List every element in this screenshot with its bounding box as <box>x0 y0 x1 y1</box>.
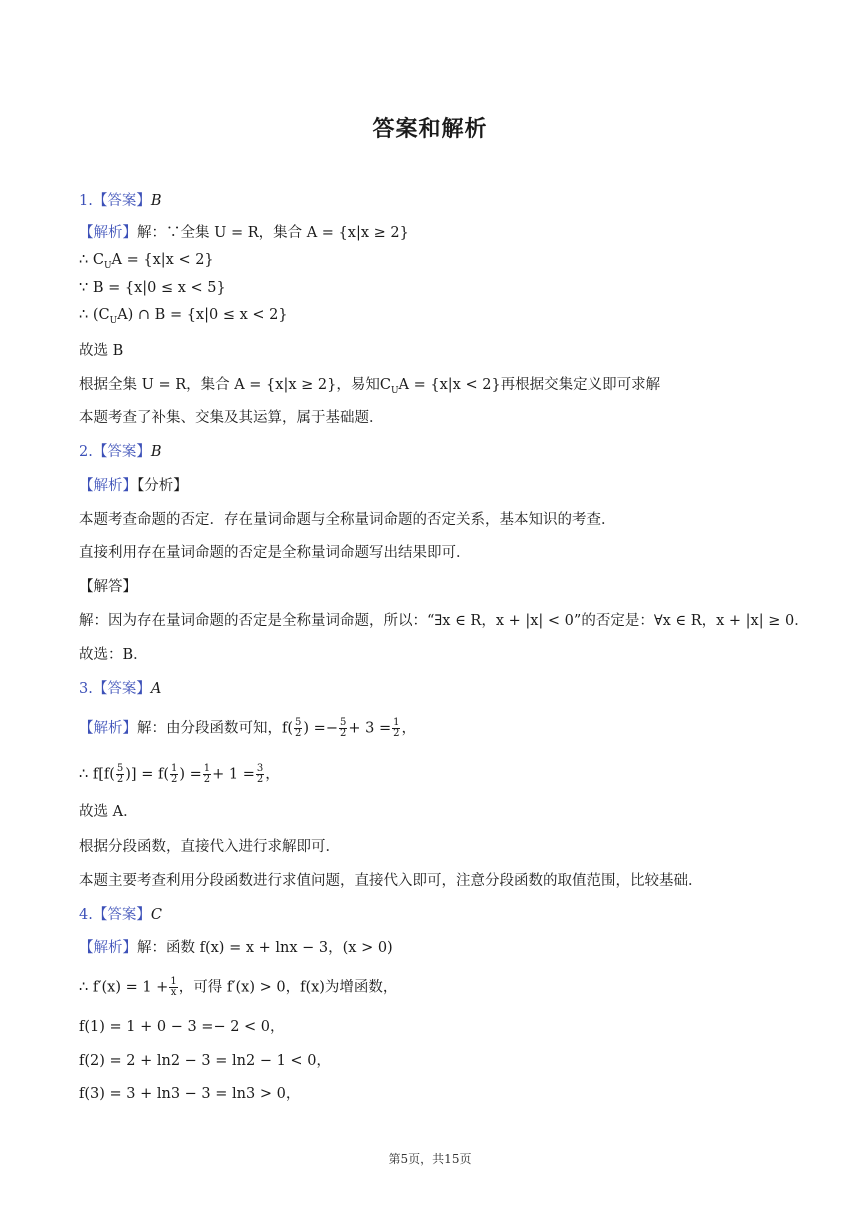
fraction-5-2 <box>339 718 347 739</box>
fraction-1-x <box>169 977 177 998</box>
q1-number: 1. <box>79 193 93 209</box>
q2-number: 2. <box>79 444 93 460</box>
q1-method-line <box>79 375 660 401</box>
q3-text-1b: ) =− <box>303 720 338 737</box>
fraction-denominator: x <box>170 987 177 998</box>
q2-answer: B <box>150 444 162 460</box>
q4-answer: C <box>150 907 162 923</box>
fraction-numerator: 1 <box>393 717 400 728</box>
q3-text-1a: 解：由分段函数可知，f( <box>137 720 294 737</box>
page-footer: 第5页，共15页 <box>388 1152 472 1166</box>
q4-solution-line-2 <box>79 977 397 998</box>
fraction-1-2 <box>170 764 178 785</box>
fraction-numerator: 5 <box>295 717 302 728</box>
q2-analysis-label: 【解析】 <box>79 478 137 494</box>
q1-answer-line <box>79 191 162 211</box>
q1-answer-label: 【答案】 <box>92 193 151 209</box>
q3-answer-label: 【答案】 <box>92 681 151 697</box>
q1-text-1: 解：∵全集 U = R，集合 A = {x|x ≥ 2} <box>137 225 409 241</box>
q3-choice-line: 故选 A． <box>79 804 138 820</box>
q3-solution-line-2 <box>79 764 280 785</box>
q3-comment-line: 本题主要考查利用分段函数进行求值问题，直接代入即可，注意分段函数的取值范围，比较基础． <box>79 873 703 889</box>
q1-text-4b: A) ∩ B = {x|0 ≤ x < 2} <box>117 307 288 323</box>
q1-text-6b: A = {x|x < 2}再根据交集定义即可求解 <box>398 377 661 393</box>
q3-analysis-label: 【解析】 <box>79 720 137 737</box>
fraction-denominator: 2 <box>295 728 302 739</box>
q4-text-4: f(2) = 2 + ln2 − 3 = ln2 − 1 < 0， <box>79 1053 331 1069</box>
q1-sub-6: U <box>390 385 399 396</box>
q4-number: 4. <box>79 907 93 923</box>
q4-solution-line-1 <box>79 938 393 958</box>
fraction-1-2 <box>392 718 400 739</box>
fraction-denominator: 2 <box>170 774 178 785</box>
fraction-5-2 <box>294 718 302 739</box>
q2-answer-label: 【答案】 <box>92 444 151 460</box>
q1-solution-line-3: ∵ B = {x|0 ≤ x < 5} <box>79 280 226 296</box>
q2-text-2: 直接利用存在量词命题的否定是全称量词命题写出结果即可． <box>79 545 471 561</box>
q3-text-2c: ) = <box>179 766 202 783</box>
q2-answer-line <box>79 442 162 462</box>
q2-jieda-label: 【解答】 <box>79 579 137 595</box>
q3-text-2d: + 1 = <box>212 766 255 783</box>
q4-text-1: 解：函数 f(x) = x + lnx − 3，(x > 0) <box>137 940 393 956</box>
q3-answer: A <box>150 681 162 697</box>
fraction-numerator: 1 <box>170 976 177 987</box>
q1-text-4a: ∴ (C <box>79 307 110 323</box>
q1-solution-line-1 <box>79 223 409 243</box>
q4-answer-line <box>79 905 162 925</box>
fraction-5-2 <box>116 764 124 785</box>
q4-text-2b: ，可得 f′(x) > 0，f(x)为增函数， <box>178 979 398 996</box>
q3-number: 3. <box>79 681 93 697</box>
q2-fenxi-label: 【分析】 <box>137 478 188 494</box>
q4-text-2a: ∴ f′(x) = 1 + <box>79 979 169 996</box>
q1-sub-4: U <box>109 315 118 326</box>
q3-text-2a: ∴ f[f( <box>79 766 115 783</box>
q1-sub-2: U <box>103 260 112 271</box>
q2-text-4: 故选：B． <box>79 647 148 663</box>
fraction-numerator: 1 <box>170 763 178 774</box>
q3-solution-line-1 <box>79 718 416 739</box>
q2-text-3: 解：因为存在量词命题的否定是全称量词命题，所以：“∃x ∈ R，x + |x| < 0”的否定是：∀x ∈ R，x + |x| ≥ 0． <box>79 613 809 629</box>
fraction-denominator: 2 <box>256 774 264 785</box>
fraction-denominator: 2 <box>203 774 211 785</box>
q1-comment-line: 本题考查了补集、交集及其运算，属于基础题． <box>79 410 384 426</box>
q1-solution-line-2 <box>79 250 214 276</box>
q1-choice-line: 故选 B <box>79 343 124 359</box>
q1-solution-line-4 <box>79 305 288 331</box>
page-title: 答案和解析 <box>372 117 488 142</box>
q4-analysis-label: 【解析】 <box>79 940 137 956</box>
fraction-numerator: 5 <box>339 717 347 728</box>
fraction-numerator: 1 <box>203 763 211 774</box>
fraction-denominator: 2 <box>339 728 347 739</box>
fraction-denominator: 2 <box>116 774 124 785</box>
q4-text-5: f(3) = 3 + ln3 − 3 = ln3 > 0， <box>79 1086 301 1102</box>
fraction-3-2 <box>256 764 264 785</box>
fraction-denominator: 2 <box>393 728 400 739</box>
q3-text-1d: ， <box>401 720 416 737</box>
q3-method-line: 根据分段函数，直接代入进行求解即可． <box>79 839 340 855</box>
q2-text-1: 本题考查命题的否定．存在量词命题与全称量词命题的否定关系，基本知识的考查． <box>79 512 616 528</box>
q3-text-2b: )] = f( <box>125 766 169 783</box>
q3-text-1c: + 3 = <box>348 720 392 737</box>
q4-text-3: f(1) = 1 + 0 − 3 =− 2 < 0， <box>79 1019 285 1035</box>
fraction-numerator: 5 <box>116 763 124 774</box>
q2-analysis-line <box>79 476 188 496</box>
fraction-1-2 <box>203 764 211 785</box>
q1-text-2b: A = {x|x < 2} <box>111 252 214 268</box>
q1-text-2: ∴ C <box>79 252 104 268</box>
q3-text-2e: ， <box>265 766 280 783</box>
q1-analysis-label: 【解析】 <box>79 225 137 241</box>
q1-text-6a: 根据全集 U = R，集合 A = {x|x ≥ 2}，易知C <box>79 377 391 393</box>
fraction-numerator: 3 <box>256 763 264 774</box>
q4-answer-label: 【答案】 <box>92 907 151 923</box>
q3-answer-line <box>79 679 161 699</box>
q1-answer: B <box>150 193 162 209</box>
